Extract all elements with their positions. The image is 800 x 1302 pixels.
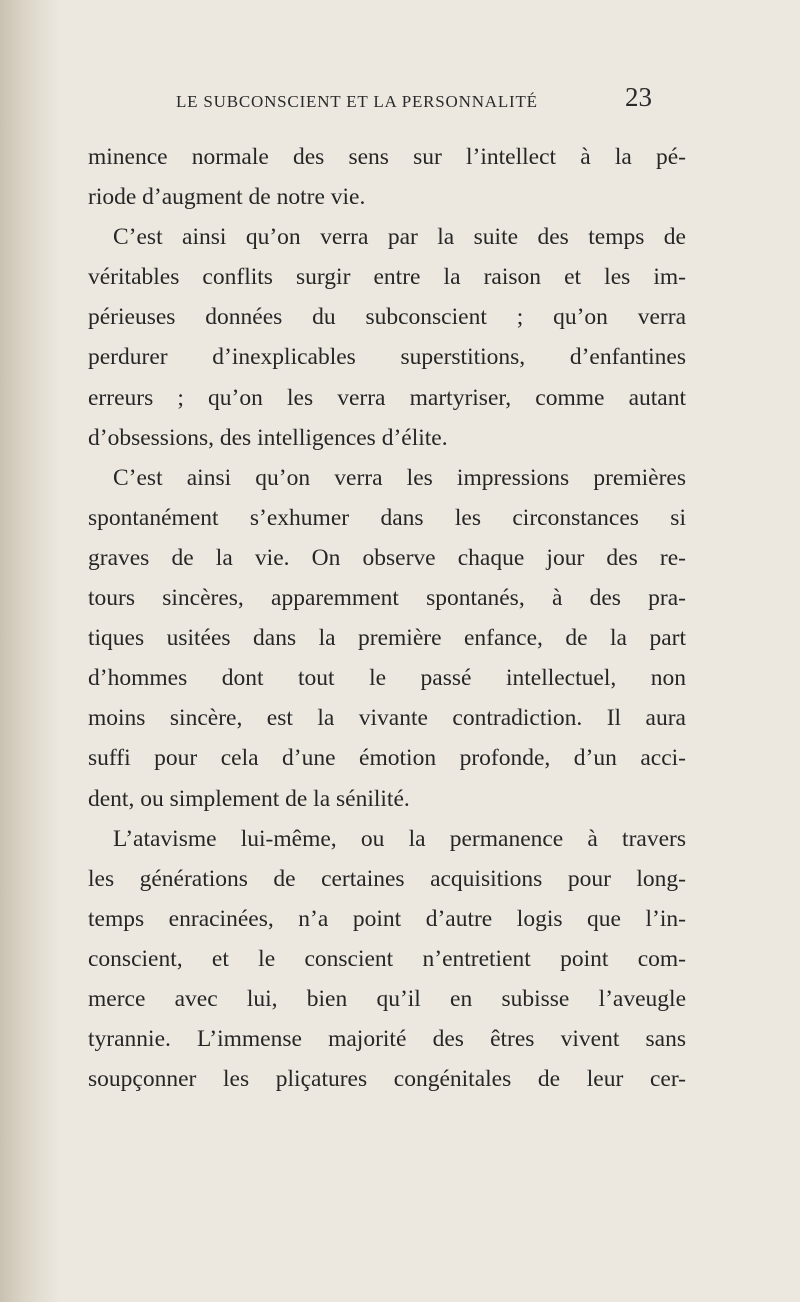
text-line: riode d’augment de notre vie.	[88, 184, 366, 211]
text-line: perdurer d’inexplicables superstitions, d’enfantines	[88, 344, 686, 371]
text-line: tyrannie. L’immense majorité des êtres vivent sans	[88, 1026, 686, 1053]
text-line: minence normale des sens sur l’intellect à la pé-	[88, 144, 686, 170]
text-line: erreurs ; qu’on les verra martyriser, comme autant	[88, 384, 686, 411]
text-line: suffi pour cela d’une émotion profonde, d’un acci-	[88, 745, 686, 772]
text-line: véritables conflits surgir entre la raison et les im-	[88, 264, 686, 291]
page-gutter-shadow	[0, 0, 60, 1302]
text-line: périeuses données du subconscient ; qu’on verra	[88, 304, 686, 331]
text-line: d’hommes dont tout le passé intellectuel, non	[88, 665, 686, 692]
page-number: 23	[625, 82, 652, 112]
text-line: merce avec lui, bien qu’il en subisse l’aveugle	[88, 985, 686, 1012]
text-line: dent, ou simplement de la sénilité.	[88, 785, 410, 812]
text-line: L’atavisme lui-même, ou la permanence à travers	[113, 825, 686, 852]
text-line: C’est ainsi qu’on verra les impressions premières	[113, 464, 686, 491]
text-line: temps enracinées, n’a point d’autre logis que l’in-	[88, 905, 686, 932]
text-line: graves de la vie. On observe chaque jour des re-	[88, 544, 686, 571]
text-line: spontanément s’exhumer dans les circonstances si	[88, 504, 686, 531]
body-text	[88, 137, 686, 1099]
text-line: tours sincères, apparemment spontanés, à des pra-	[88, 585, 686, 612]
text-line: soupçonner les pliçatures congénitales de leur cer-	[88, 1066, 686, 1093]
text-line: d’obsessions, des intelligences d’élite.	[88, 424, 448, 451]
text-line: tiques usitées dans la première enfance, de la part	[88, 625, 686, 652]
page-header	[0, 80, 800, 120]
running-head: LE SUBCONSCIENT ET LA PERSONNALITÉ	[176, 92, 538, 111]
text-line: C’est ainsi qu’on verra par la suite des temps de	[113, 224, 686, 251]
text-line: les générations de certaines acquisitions pour long-	[88, 865, 686, 892]
text-line: conscient, et le conscient n’entretient point com-	[88, 945, 686, 972]
text-line: moins sincère, est la vivante contradiction. Il aura	[88, 705, 686, 732]
